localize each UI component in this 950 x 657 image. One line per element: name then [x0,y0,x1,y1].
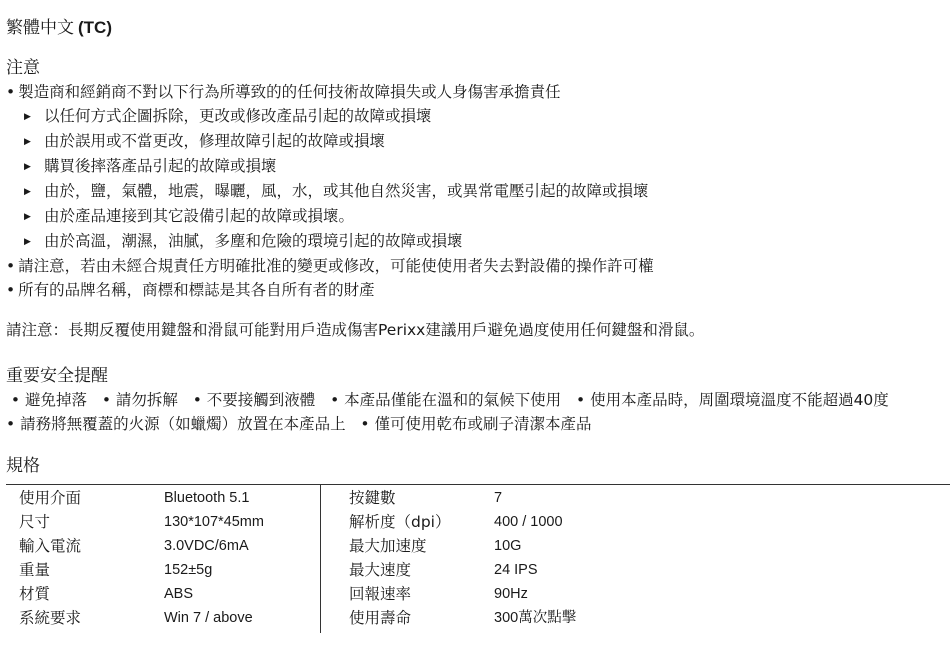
triangle-bullet-icon: ▶ [24,162,31,172]
spec-label: 輸入電流 [19,537,82,555]
spec-row [6,558,950,582]
triangle-bullet-icon: ▶ [24,112,31,122]
notice-intro: • 製造商和經銷商不對以下行為所導致的的任何技術故障損失或人身傷害承擔責任 [6,80,946,104]
safety-item: • 本產品僅能在溫和的氣候下使用 [330,391,562,409]
safety-list [6,388,944,436]
spec-row [6,534,950,558]
notice-item-text: 由於誤用或不當更改，修理故障引起的故障或損壞 [44,132,386,150]
notice-item [6,129,946,154]
usage-warning: 請注意：長期反覆使用鍵盤和滑鼠可能對用戶造成傷害Perixx建議用戶避免過度使用任何鍵盤和滑鼠。 [6,321,705,339]
spec-value: 130*107*45mm [164,514,264,530]
safety-heading: 重要安全提醒 [6,366,108,386]
notice-heading: 注意 [6,58,40,78]
spec-value: 300萬次點擊 [494,610,577,626]
safety-item: • 請務將無覆蓋的火源（如蠟燭）放置在本產品上 [6,415,346,433]
spec-row [6,486,950,510]
language-code: (TC) [78,18,112,37]
safety-item: • 請勿拆解 [101,391,178,409]
spec-value: 400 / 1000 [494,514,563,530]
notice-item [6,104,946,129]
spec-label: 按鍵數 [349,489,396,507]
notice-item [6,154,946,179]
safety-item: • 使用本產品時，周圍環境溫度不能超過40度 [575,391,889,409]
spec-value: Bluetooth 5.1 [164,490,250,506]
specs-heading: 規格 [6,456,40,476]
triangle-bullet-icon: ▶ [24,212,31,222]
spec-label: 解析度（dpi） [349,513,451,531]
spec-value: 3.0VDC/6mA [164,538,249,554]
language-name: 繁體中文 [6,18,74,38]
spec-row [6,582,950,606]
spec-value: 7 [494,490,503,506]
triangle-bullet-icon: ▶ [24,237,31,247]
triangle-bullet-icon: ▶ [24,187,31,197]
safety-item: • 僅可使用乾布或刷子清潔本產品 [360,415,592,433]
spec-label: 最大速度 [349,561,412,579]
spec-label: 回報速率 [349,585,412,603]
spec-label: 重量 [19,561,51,579]
spec-label: 系統要求 [19,609,82,627]
spec-label: 使用壽命 [349,609,412,627]
notice-item-text: 以任何方式企圖拆除，更改或修改產品引起的故障或損壞 [44,107,432,125]
notice-item [6,204,946,229]
spec-row [6,510,950,534]
notice-item-text: 由於高溫，潮濕，油膩，多塵和危險的環境引起的故障或損壞 [44,232,463,250]
spec-label: 最大加速度 [349,537,427,555]
notice-item [6,179,946,204]
spec-value: ABS [164,586,194,602]
spec-value: Win 7 / above [164,610,253,626]
notice-item-text: 由於，鹽，氣體，地震，曝曬，風，水，或其他自然災害，或異常電壓引起的故障或損壞 [44,182,649,200]
language-title [6,14,946,42]
manual-page [6,14,946,633]
safety-item: • 不要接觸到液體 [192,391,316,409]
spec-row [6,606,950,630]
notice-bullet-trademarks: • 所有的品牌名稱，商標和標誌是其各自所有者的財產 [6,278,946,302]
spec-value: 90Hz [494,586,528,602]
spec-label: 材質 [19,585,51,603]
notice-item-text: 由於產品連接到其它設備引起的故障或損壞。 [44,207,355,225]
triangle-bullet-icon: ▶ [24,137,31,147]
spec-value: 24 IPS [494,562,538,578]
notice-item [6,229,946,254]
spec-value: 152±5g [164,562,213,578]
specs-table [6,484,950,633]
notice-bullet-approval: • 請注意，若由未經合規責任方明確批准的變更或修改，可能使使用者失去對設備的操作許可權 [6,254,946,278]
notice-item-text: 購買後摔落產品引起的故障或損壞 [44,157,277,175]
spec-label: 尺寸 [19,513,51,531]
safety-item: • 避免掉落 [6,391,88,409]
spec-value: 10G [494,538,522,554]
spec-label: 使用介面 [19,489,82,507]
